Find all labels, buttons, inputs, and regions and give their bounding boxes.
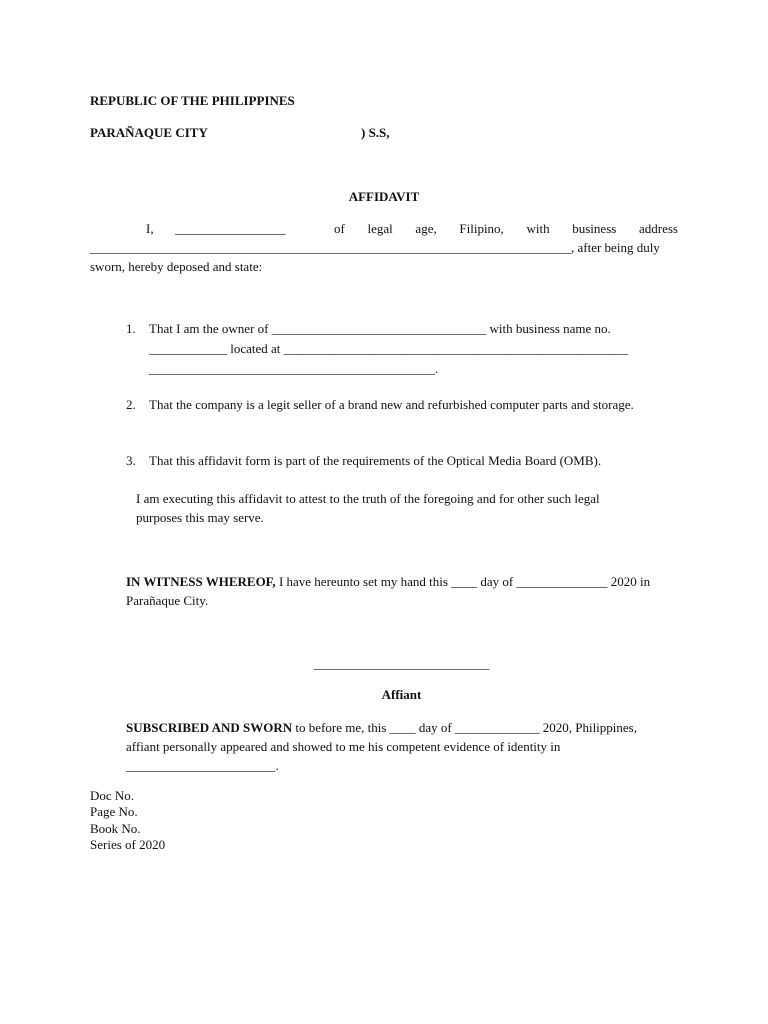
item-2-line-1: That the company is a legit seller of a brand new and refurbished computer parts and storage.	[149, 397, 634, 412]
executing-line-2: purposes this may serve.	[136, 510, 264, 525]
subscribed-rest: to before me, this ____ day of _____________ 2020, Philippines,	[292, 720, 637, 735]
intro-words-line	[334, 221, 678, 237]
signature-line: ___________________________	[313, 656, 490, 671]
notarial-page-no: Page No.	[90, 804, 138, 819]
notarial-book-no: Book No.	[90, 821, 141, 836]
notarial-doc-no: Doc No.	[90, 788, 135, 803]
notarial-series: Series of 2020	[90, 837, 166, 852]
signature-label: Affiant	[381, 687, 422, 702]
intro-word: of	[334, 221, 345, 236]
item-1-line-2: ____________ located at _____________________________________________________	[149, 341, 629, 356]
intro-word: age,	[415, 221, 437, 236]
item-1-line-3: ____________________________________________.	[149, 361, 439, 376]
item-3-number: 3.	[126, 453, 136, 468]
subscribed-line-2: affiant personally appeared and showed to me his competent evidence of identity in	[126, 739, 561, 754]
subscribed-line-3: _______________________.	[126, 758, 279, 773]
intro-word: business	[572, 221, 617, 236]
item-1-line-1: That I am the owner of _________________________________ with business name no.	[149, 321, 611, 336]
document-title: AFFIDAVIT	[348, 189, 420, 204]
intro-sworn-line: sworn, hereby deposed and state:	[90, 259, 263, 274]
intro-word: legal	[367, 221, 393, 236]
header-city: PARAÑAQUE CITY	[90, 125, 208, 140]
witness-line-1	[126, 574, 650, 590]
header-ss: ) S.S,	[361, 125, 390, 140]
item-3-line-1: That this affidavit form is part of the requirements of the Optical Media Board (OMB).	[149, 453, 602, 468]
witness-rest: I have hereunto set my hand this ____ day of ______________ 2020 in	[275, 574, 651, 589]
witness-bold: IN WITNESS WHEREOF,	[126, 574, 276, 589]
intro-name-blank: _________________	[175, 221, 286, 236]
header-republic: REPUBLIC OF THE PHILIPPINES	[90, 93, 295, 108]
item-2-number: 2.	[126, 397, 136, 412]
intro-word: Filipino,	[459, 221, 504, 236]
witness-line-2: Parañaque City.	[126, 593, 209, 608]
intro-address-line: __________________________________________________________________________, after being duly	[90, 240, 660, 255]
executing-line-1: I am executing this affidavit to attest to the truth of the foregoing and for other such legal	[136, 491, 600, 506]
subscribed-line-1	[126, 720, 637, 736]
item-1-number: 1.	[126, 321, 136, 336]
subscribed-bold: SUBSCRIBED AND SWORN	[126, 720, 293, 735]
intro-word: address	[638, 221, 678, 236]
intro-word: with	[526, 221, 550, 236]
intro-i: I,	[146, 221, 154, 236]
